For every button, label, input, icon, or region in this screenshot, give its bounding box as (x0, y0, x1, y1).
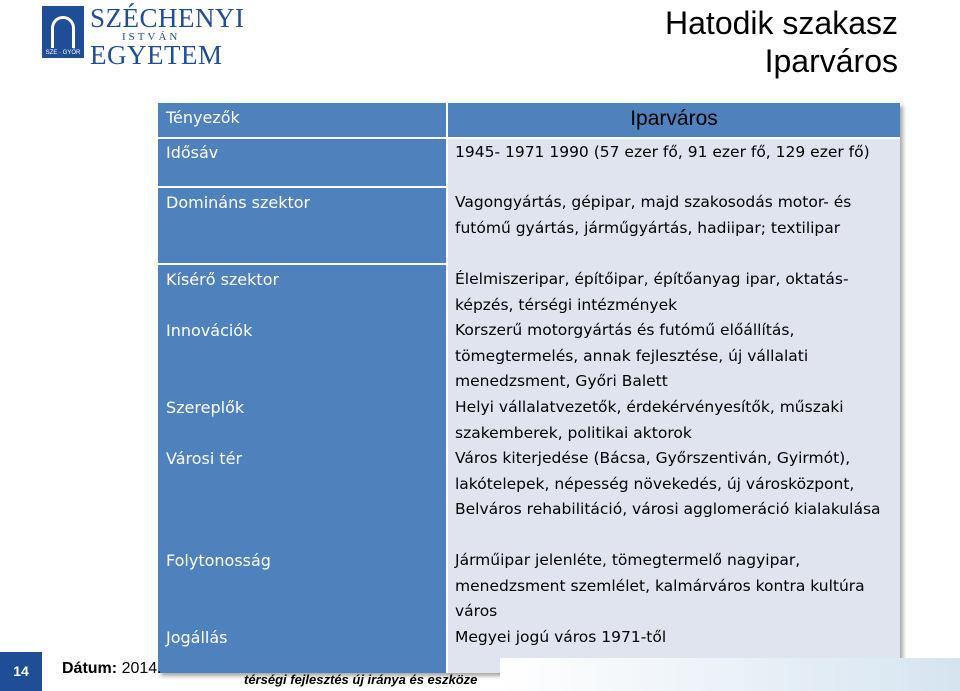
row-label: Innovációk (166, 321, 253, 340)
date-value: 2014. (121, 660, 162, 677)
label-column (158, 103, 446, 673)
row-value: Város kiterjedése (Bácsa, Győrszentiván, Gyirmót), lakótelepek, népesség növekedés, új városközpont, Belváros rehabilitáció, városi agglomeráció kialakulása (455, 449, 881, 519)
row-label: Szereplők (166, 398, 245, 417)
footer-decoration (500, 658, 960, 691)
row-value: Megyei jogú város 1971-től (455, 628, 667, 646)
row-value: Járműipar jelenléte, tömegtermelő nagyipar, menedzsment szemlélet, kalmárváros kontra kultúra város (455, 551, 865, 621)
header-label: Tényezők (166, 108, 240, 127)
logo-gate-icon: SZE · GYŐR (42, 6, 84, 58)
row-divider (158, 186, 446, 188)
slide-title (665, 4, 898, 80)
row-label: Folytonosság (166, 551, 271, 570)
row-label: Jogállás (166, 628, 228, 647)
row-value: Helyi vállalatvezetők, érdekérvényesítők, műszaki szakemberek, politikai aktorok (455, 398, 844, 442)
date-label: Dátum: (62, 660, 118, 677)
page-number: 14 (0, 652, 42, 691)
logo-wordmark: SZÉCHENYI ISTVÁN EGYETEM (90, 3, 245, 70)
footer-date (62, 660, 162, 678)
row-label: Kísérő szektor (166, 270, 280, 289)
slide-title-line1: Hatodik szakasz (665, 5, 898, 41)
row-label: Városi tér (166, 449, 243, 468)
column-divider (446, 103, 448, 673)
university-logo (42, 3, 245, 70)
footer-caption: térségi fejlesztés új iránya és eszköze (244, 672, 478, 687)
row-divider (158, 263, 446, 265)
slide-title-line2: Iparváros (764, 43, 898, 79)
factors-table (158, 103, 900, 673)
row-value: 1945- 1971 1990 (57 ezer fő, 91 ezer fő, 129 ezer fő) (455, 143, 870, 161)
row-label: Idősáv (166, 143, 219, 162)
row-value: Korszerű motorgyártás és futómű előállítás, tömegtermelés, annak fejlesztése, új vállalati menedzsment, Győri Balett (455, 321, 809, 391)
row-label: Domináns szektor (166, 193, 311, 212)
row-value: Élelmiszeripar, építőipar, építőanyag ipar, oktatás-képzés, térségi intézmények (455, 270, 849, 314)
table-header-title: Iparváros (630, 107, 718, 130)
row-value: Vagongyártás, gépipar, majd szakosodás motor- és futómű gyártás, járműgyártás, hadiipar; textilipar (455, 193, 852, 237)
row-divider (158, 137, 900, 139)
